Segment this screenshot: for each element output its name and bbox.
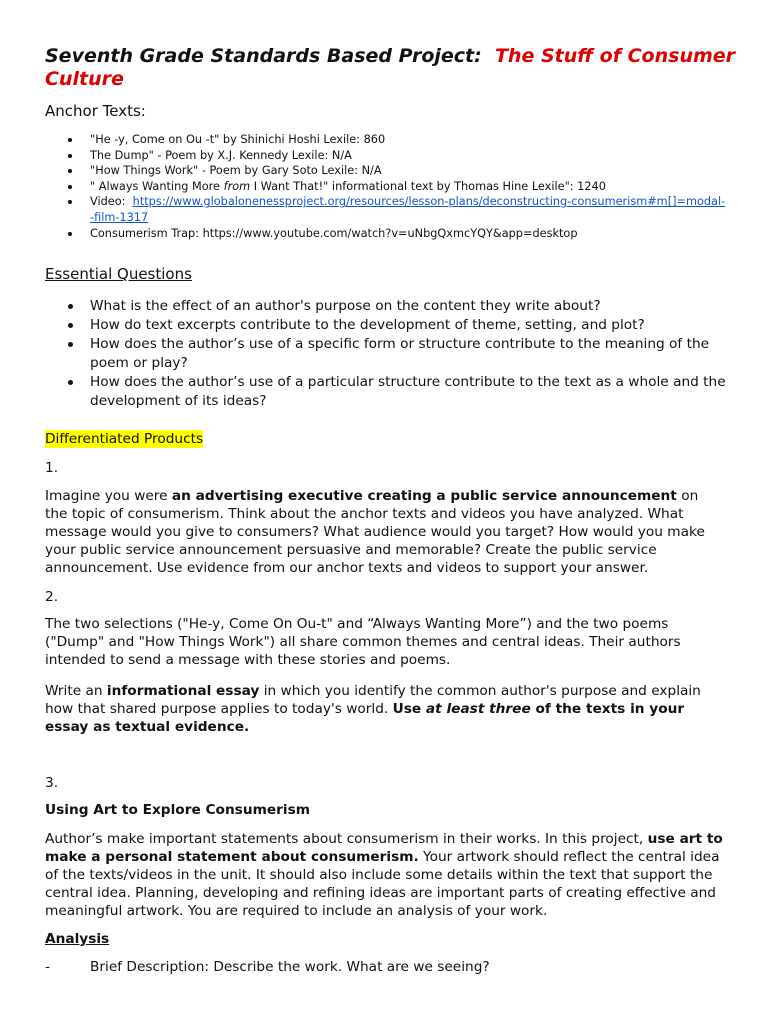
item-text: " Always Wanting More (90, 179, 224, 193)
number-1: 1. (45, 460, 59, 476)
number-2: 2. (45, 589, 59, 605)
list-item: "He -y, Come on Ou -t" by Shinichi Hoshi Lexile: 860 (68, 132, 728, 148)
anchor-texts-heading: Anchor Texts: (45, 102, 146, 120)
text: in which you identify the common author's purpose and explain how that shared purpose applies to today's world. (45, 683, 701, 717)
brief-description: Brief Description: Describe the work. What are we seeing? (90, 959, 490, 975)
text-bold: Use (392, 701, 426, 717)
list-item (68, 194, 728, 225)
item-text: I Want That!" informational text by Thomas Hine Lexile": 1240 (250, 179, 606, 193)
title-main: Seventh Grade Standards Based Project: (45, 45, 482, 67)
page-title (45, 45, 745, 91)
product-2-text: The two selections ("He-y, Come On Ou-t" and “Always Wanting More”) and the two poems ("Dump" and "How Things Work") all share common themes and central ideas. Their authors intended to send a message with these stories and poems. (45, 616, 681, 668)
list-item: How does the author’s use of a specific form or structure contribute to the meaning of the poem or play? (68, 335, 728, 373)
text: Imagine you were (45, 488, 172, 504)
text-bold: use art to make a personal statement about consumerism. (45, 831, 723, 865)
list-item: Consumerism Trap: https://www.youtube.com/watch?v=uNbgQxmcYQY&app=desktop (68, 226, 728, 242)
differentiated-products-heading: Differentiated Products (45, 431, 204, 447)
list-item (68, 179, 728, 195)
text: Author’s make important statements about consumerism in their works. In this project, (45, 831, 648, 847)
number-3: 3. (45, 775, 59, 791)
title-highlight: The Stuff of Consumer Culture (45, 45, 736, 90)
list-item: How do text excerpts contribute to the development of theme, setting, and plot? (68, 316, 728, 335)
text-bold: an advertising executive creating a public service announcement (171, 488, 677, 504)
text: Write an (45, 683, 107, 699)
video-label: Video: (90, 195, 126, 209)
list-item: What is the effect of an author's purpose on the content they write about? (68, 297, 728, 316)
text: on the topic of consumerism. Think about the anchor texts and videos you have analyzed. What message would you give to consumers? What audience would you target? How would you make your public service announcement persuasive and memorable? Create the public service announcement. Use evidence from our anchor texts and videos to support your answer. (45, 488, 705, 576)
dash-marker: - (45, 959, 50, 975)
product-3-text (45, 830, 725, 920)
list-item: The Dump" - Poem by X.J. Kennedy Lexile: N/A (68, 148, 728, 164)
text-bold: informational essay (106, 683, 260, 699)
product-1-text (45, 487, 725, 577)
essential-questions-list (68, 297, 728, 411)
text-bold: of the texts in your essay as textual evidence. (45, 701, 685, 735)
art-heading: Using Art to Explore Consumerism (45, 802, 310, 818)
video-link[interactable]: https://www.globalonenessproject.org/resources/lesson-plans/deconstructing-consumerism#m[]=modal--film-1317 (90, 195, 726, 224)
text-bold-italic: at least three (425, 701, 531, 717)
list-item: "How Things Work" - Poem by Gary Soto Lexile: N/A (68, 163, 728, 179)
list-item: How does the author’s use of a particular structure contribute to the text as a whole and the development of its ideas? (68, 373, 728, 411)
product-2-task (45, 682, 725, 736)
text: Your artwork should reflect the central idea of the texts/videos in the unit. It should also include some details within the text that support the central idea. Planning, developing and refining ideas are important parts of creating effective and meaningful artwork. You are required to include an analysis of your work. (45, 849, 720, 919)
analysis-heading: Analysis (45, 931, 110, 947)
essential-questions-heading: Essential Questions (45, 265, 192, 283)
item-italic: from (223, 179, 251, 193)
anchor-texts-list (68, 132, 728, 241)
